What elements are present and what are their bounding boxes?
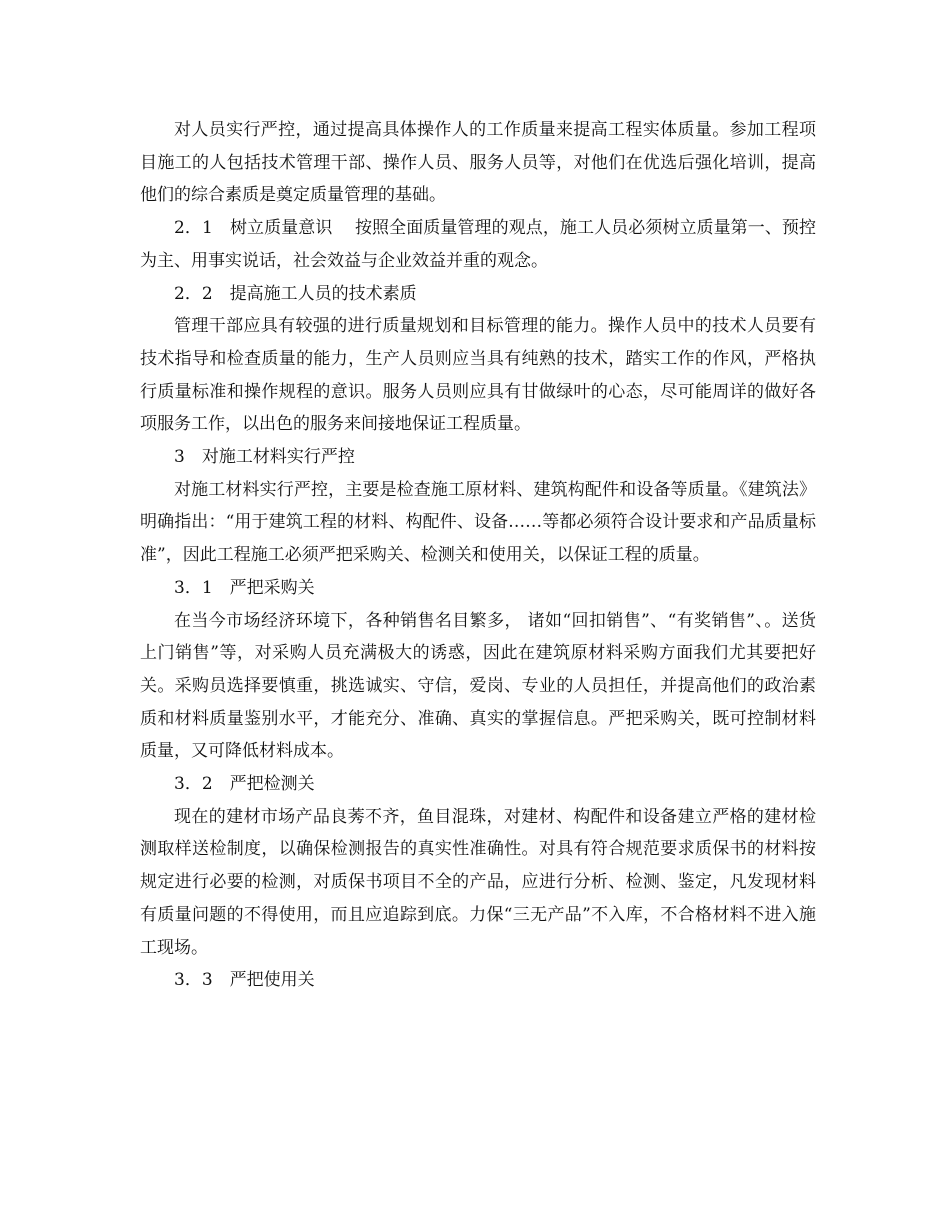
section-heading-2-2: 2．2 提高施工人员的技术素质: [174, 283, 417, 304]
document-page: [140, 114, 816, 997]
paragraph-procurement: 在当今市场经济环境下，各种销售名目繁多， 诸如“回扣销售”、“有奖销售”、。送货上门销售”等，对采购人员充满极大的诱惑，因此在建筑原材料采购方面我们尤其要把好关。采购员选择要慎重，挑选诚实、守信，爱岗、专业的人员担任，并提高他们的政治素质和材料质量鉴别水平，才能充分、准确、真实的掌握信息。严把采购关，既可控制材料质量，又可降低材料成本。: [140, 610, 816, 762]
section-heading-3: 3 对施工材料实行严控: [174, 447, 355, 468]
paragraph-quality-awareness: 2．1 树立质量意识 按照全面质量管理的观点，施工人员必须树立质量第一、预控为主、用事实说话，社会效益与企业效益并重的观念。: [140, 218, 816, 271]
paragraph-material-control: 对施工材料实行严控，主要是检查施工原材料、建筑构配件和设备等质量。《建筑法》明确指出：“用于建筑工程的材料、构配件、设备……等都必须符合设计要求和产品质量标准”，因此工程施工必须严把采购关、检测关和使用关，以保证工程的质量。: [140, 479, 816, 566]
paragraph-technical-quality: 管理干部应具有较强的进行质量规划和目标管理的能力。操作人员中的技术人员要有技术指导和检查质量的能力，生产人员则应当具有纯熟的技术，踏实工作的作风，严格执行质量标准和操作规程的意识。服务人员则应具有甘做绿叶的心态，尽可能周详的做好各项服务工作，以出色的服务来间接地保证工程质量。: [140, 316, 816, 435]
paragraph-inspection: 现在的建材市场产品良莠不齐，鱼目混珠，对建材、构配件和设备建立严格的建材检测取样送检制度，以确保检测报告的真实性准确性。对具有符合规范要求质保书的材料按规定进行必要的检测，对质保书项目不全的产品，应进行分析、检测、鉴定，凡发现材料有质量问题的不得使用，而且应追踪到底。力保“三无产品”不入库，不合格材料不进入施工现场。: [140, 806, 816, 958]
paragraph-personnel-control: 对人员实行严控，通过提高具体操作人的工作质量来提高工程实体质量。参加工程项目施工的人包括技术管理干部、操作人员、服务人员等，对他们在优选后强化培训，提高他们的综合素质是奠定质量管理的基础。: [140, 120, 816, 206]
section-heading-3-1: 3．1 严把采购关: [174, 577, 315, 598]
section-heading-3-3: 3．3 严把使用关: [174, 970, 315, 991]
section-heading-3-2: 3．2 严把检测关: [174, 774, 315, 795]
